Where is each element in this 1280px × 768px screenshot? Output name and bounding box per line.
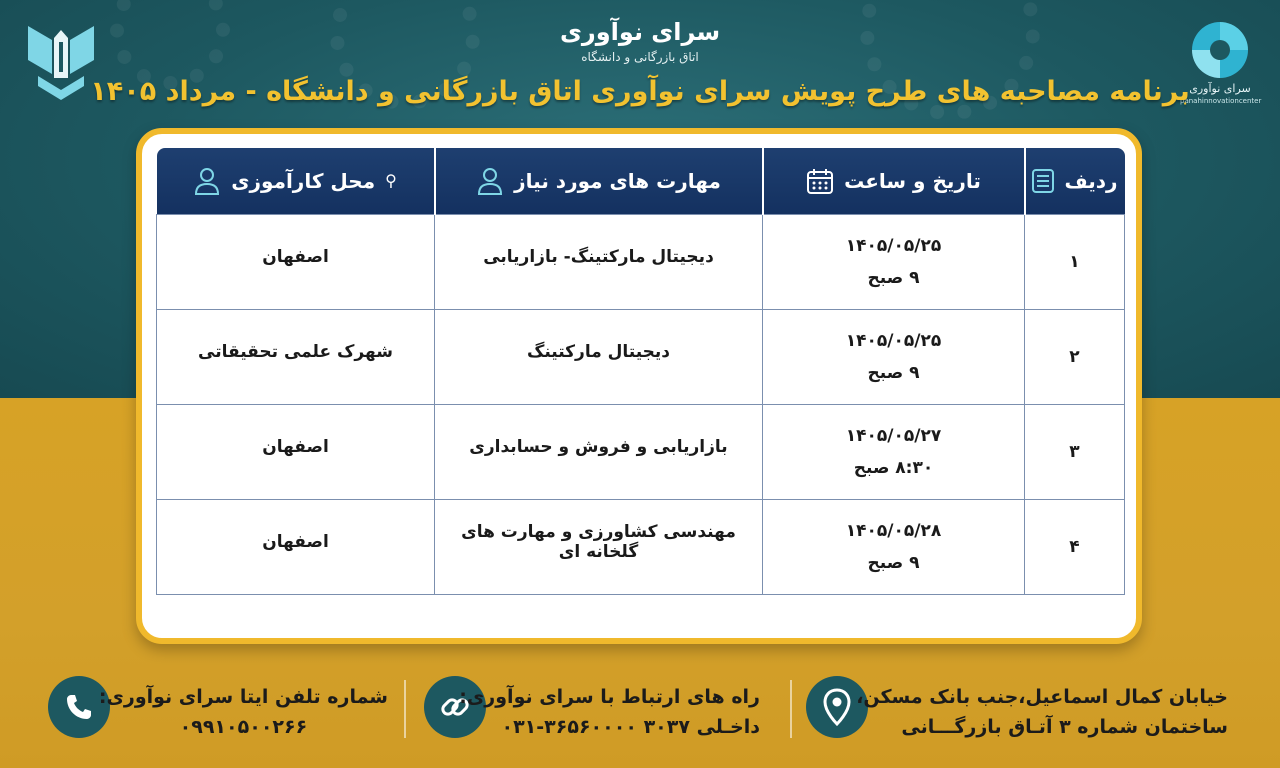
contact-line1: راه های ارتباط با سرای نوآوری:: [459, 686, 760, 708]
row-time: ۹ صبح: [867, 267, 920, 288]
contact-text: [459, 682, 760, 742]
column-header-row: [1025, 148, 1125, 214]
row-date: ۱۴۰۵/۰۵/۲۵: [845, 235, 942, 256]
column-header-datetime: [763, 148, 1025, 214]
table-row: [157, 214, 1125, 309]
person-icon: [476, 166, 504, 196]
table-row: [157, 499, 1125, 594]
header-row-label: ردیف: [1064, 168, 1118, 193]
row-time: ۸:۳۰ صبح: [853, 457, 934, 478]
schedule-card: [136, 128, 1142, 644]
header-datetime-label: تاریخ و ساعت: [844, 168, 981, 193]
row-number: ۳: [1025, 404, 1125, 499]
row-time: ۹ صبح: [867, 552, 920, 573]
row-location: شهرک علمی تحقیقاتی: [157, 309, 435, 404]
footer-contact: [424, 676, 774, 740]
row-number: ۲: [1025, 309, 1125, 404]
footer-divider: [404, 680, 406, 738]
brand-subtitle: اتاق بازرگانی و دانشگاه: [581, 50, 699, 64]
brand-title: سرای نوآوری: [559, 18, 721, 46]
person-icon: [193, 166, 221, 196]
row-skill: دیجیتال مارکتینگ: [435, 309, 763, 404]
contact-line2: داخـلی ۳۰۳۷ ۳۶۵۶۰۰۰۰-۰۳۱: [501, 716, 760, 738]
schedule-table: [156, 148, 1125, 595]
row-skill: مهندسی کشاورزی و مهارت های گلخانه ای: [435, 499, 763, 594]
address-line2: ساختمان شماره ۳ آتـاق بازرگـــانی: [901, 716, 1228, 738]
phone-number: ۰۹۹۱۰۵۰۰۲۶۶: [179, 716, 308, 738]
footer-phone: [48, 676, 398, 740]
row-location: اصفهان: [157, 404, 435, 499]
logo-text: سرای نوآوری: [1189, 82, 1251, 95]
header-skills-label: مهارت های مورد نیاز: [514, 168, 721, 193]
row-skill: بازاریابی و فروش و حسابداری: [435, 404, 763, 499]
address-text: [856, 682, 1228, 742]
calendar-icon: [806, 167, 834, 195]
row-time: ۹ صبح: [867, 362, 920, 383]
row-datetime: [763, 309, 1025, 404]
row-location: اصفهان: [157, 214, 435, 309]
pin-small-icon: ⚲: [385, 171, 397, 191]
row-number: ۴: [1025, 499, 1125, 594]
footer-address: [806, 676, 1236, 740]
column-header-skills: [435, 148, 763, 214]
table-row: [157, 309, 1125, 404]
row-number: ۱: [1025, 214, 1125, 309]
row-skill: دیجیتال مارکتینگ- بازاریابی: [435, 214, 763, 309]
row-datetime: [763, 499, 1025, 594]
row-datetime: [763, 214, 1025, 309]
header-location-label: محل کارآموزی: [231, 168, 376, 193]
phone-line1: شماره تلفن ایتا سرای نوآوری:: [98, 686, 388, 708]
logo-subtext: panahinnovationcenter: [1180, 97, 1262, 105]
footer-divider: [790, 680, 792, 738]
row-location: اصفهان: [157, 499, 435, 594]
row-datetime: [763, 404, 1025, 499]
table-header-row: [157, 148, 1125, 214]
row-date: ۱۴۰۵/۰۵/۲۷: [845, 425, 942, 446]
phone-text: [99, 682, 388, 742]
page-title: برنامه مصاحبه های طرح پویش سرای نوآوری اتاق بازرگانی و دانشگاه - مرداد ۱۴۰۵: [90, 76, 1190, 107]
row-date: ۱۴۰۵/۰۵/۲۵: [845, 330, 942, 351]
list-icon: [1032, 169, 1054, 193]
row-date: ۱۴۰۵/۰۵/۲۸: [845, 520, 942, 541]
column-header-location: [157, 148, 435, 214]
address-line1: خیابان کمال اسماعیل،جنب بانک مسکن،: [856, 686, 1228, 708]
table-row: [157, 404, 1125, 499]
